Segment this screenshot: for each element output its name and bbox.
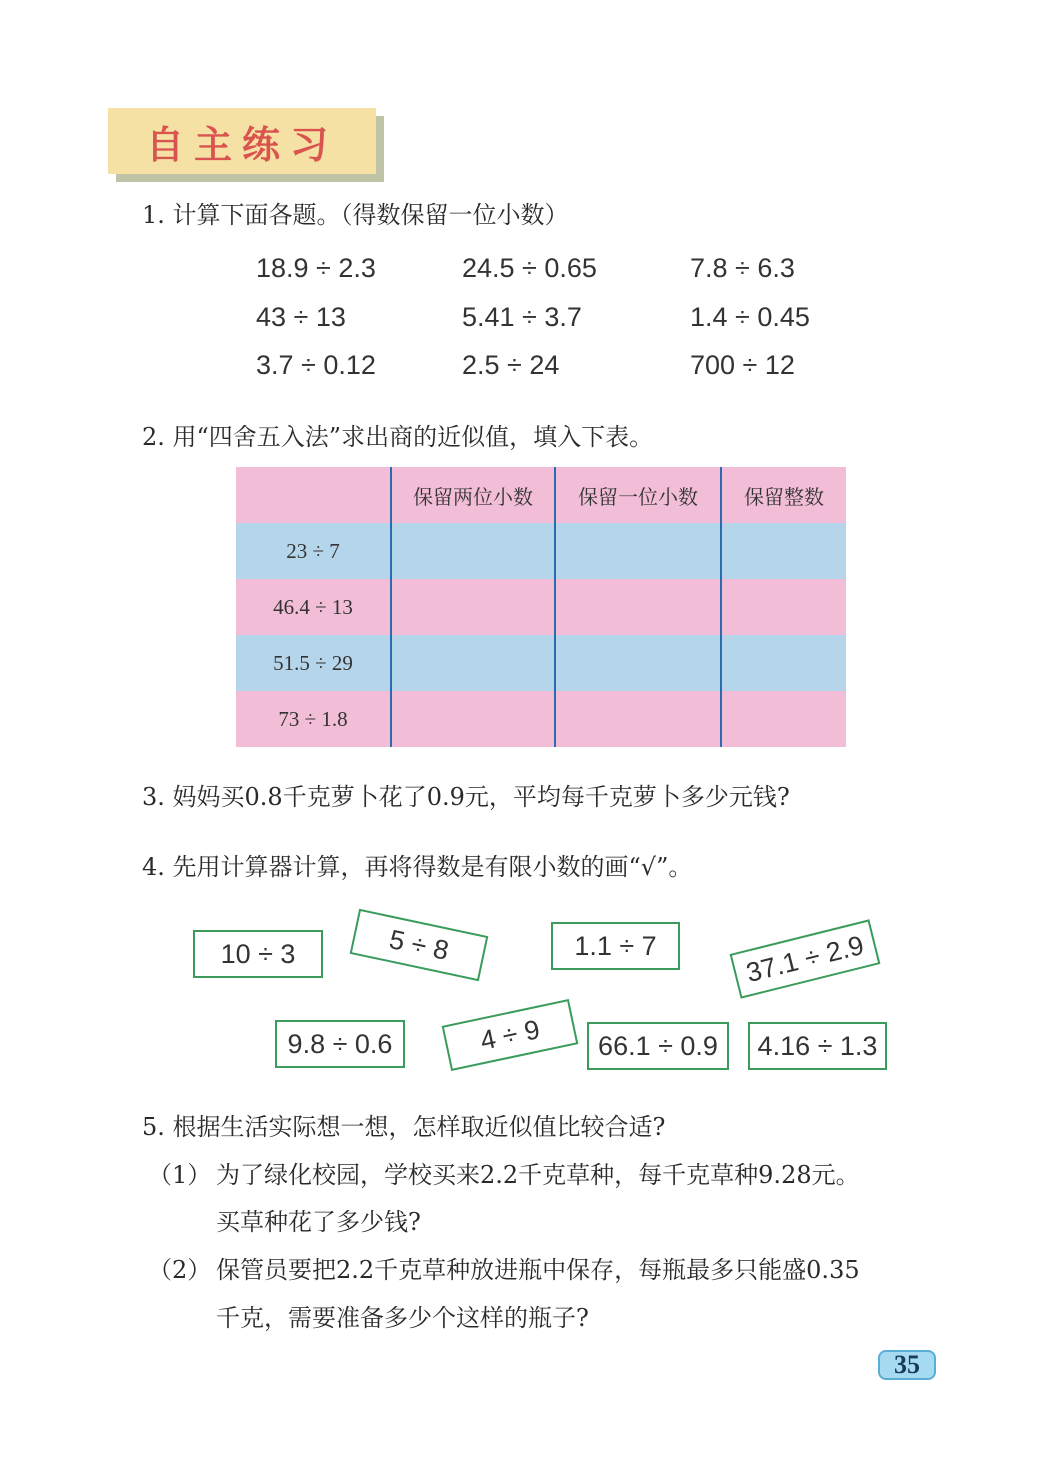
division-card[interactable]: 1.1 ÷ 7 bbox=[551, 922, 680, 970]
table-header-row bbox=[236, 467, 846, 523]
table-row bbox=[236, 635, 846, 691]
answer-cell[interactable] bbox=[555, 523, 721, 579]
answer-cell[interactable] bbox=[555, 579, 721, 635]
row-label: 73 ÷ 1.8 bbox=[278, 706, 348, 731]
table-row bbox=[236, 579, 846, 635]
question-3: 3. 妈妈买0.8千克萝卜花了0.9元，平均每千克萝卜多少元钱? bbox=[142, 783, 790, 811]
sub-question-number: （2） bbox=[148, 1256, 212, 1284]
q1-item: 18.9 ÷ 2.3 bbox=[256, 253, 376, 283]
sub-question-text: 买草种花了多少钱? bbox=[216, 1208, 421, 1236]
table-header bbox=[236, 467, 391, 523]
question-1: 1. 计算下面各题。（得数保留一位小数） bbox=[142, 201, 569, 229]
section-title: 自主练习 bbox=[108, 108, 376, 174]
question-2: 2. 用“四舍五入法”求出商的近似值，填入下表。 bbox=[142, 423, 654, 451]
answer-cell[interactable] bbox=[721, 523, 846, 579]
division-card[interactable]: 66.1 ÷ 0.9 bbox=[587, 1022, 729, 1070]
table-header: 保留两位小数 bbox=[391, 467, 555, 523]
row-label: 51.5 ÷ 29 bbox=[273, 650, 353, 675]
q1-item: 24.5 ÷ 0.65 bbox=[462, 253, 597, 283]
answer-cell[interactable] bbox=[391, 635, 555, 691]
division-card[interactable]: 5 ÷ 8 bbox=[350, 909, 489, 981]
q1-item: 5.41 ÷ 3.7 bbox=[462, 302, 582, 332]
answer-cell[interactable] bbox=[391, 579, 555, 635]
table-header: 保留整数 bbox=[721, 467, 846, 523]
division-card[interactable]: 37.1 ÷ 2.9 bbox=[730, 919, 881, 998]
page-number: 35 bbox=[878, 1350, 936, 1380]
q1-item: 3.7 ÷ 0.12 bbox=[256, 350, 376, 380]
sub-question-text: 为了绿化校园，学校买来2.2千克草种，每千克草种9.28元。 bbox=[216, 1161, 860, 1189]
row-label: 46.4 ÷ 13 bbox=[273, 594, 353, 619]
table-row bbox=[236, 691, 846, 747]
division-card[interactable]: 9.8 ÷ 0.6 bbox=[275, 1020, 405, 1068]
answer-cell[interactable] bbox=[721, 635, 846, 691]
sub-question-text: 千克，需要准备多少个这样的瓶子? bbox=[216, 1304, 589, 1332]
answer-cell[interactable] bbox=[391, 691, 555, 747]
q1-item: 1.4 ÷ 0.45 bbox=[690, 302, 810, 332]
question-5: 5. 根据生活实际想一想，怎样取近似值比较合适? bbox=[142, 1113, 666, 1141]
approximation-table bbox=[236, 467, 846, 747]
sub-question-number: （1） bbox=[148, 1161, 212, 1189]
q1-item: 7.8 ÷ 6.3 bbox=[690, 253, 795, 283]
table-row bbox=[236, 523, 846, 579]
table-header: 保留一位小数 bbox=[555, 467, 721, 523]
sub-question-text: 保管员要把2.2千克草种放进瓶中保存，每瓶最多只能盛0.35 bbox=[216, 1256, 860, 1284]
question-4: 4. 先用计算器计算，再将得数是有限小数的画“√”。 bbox=[142, 853, 693, 881]
division-card[interactable]: 10 ÷ 3 bbox=[193, 930, 323, 978]
division-card[interactable]: 4.16 ÷ 1.3 bbox=[748, 1022, 887, 1070]
q1-item: 43 ÷ 13 bbox=[256, 302, 346, 332]
q1-item: 2.5 ÷ 24 bbox=[462, 350, 560, 380]
q1-item: 700 ÷ 12 bbox=[690, 350, 795, 380]
row-label: 23 ÷ 7 bbox=[286, 538, 340, 563]
answer-cell[interactable] bbox=[391, 523, 555, 579]
answer-cell[interactable] bbox=[721, 691, 846, 747]
answer-cell[interactable] bbox=[721, 579, 846, 635]
answer-cell[interactable] bbox=[555, 635, 721, 691]
answer-cell[interactable] bbox=[555, 691, 721, 747]
division-card[interactable]: 4 ÷ 9 bbox=[442, 999, 579, 1071]
